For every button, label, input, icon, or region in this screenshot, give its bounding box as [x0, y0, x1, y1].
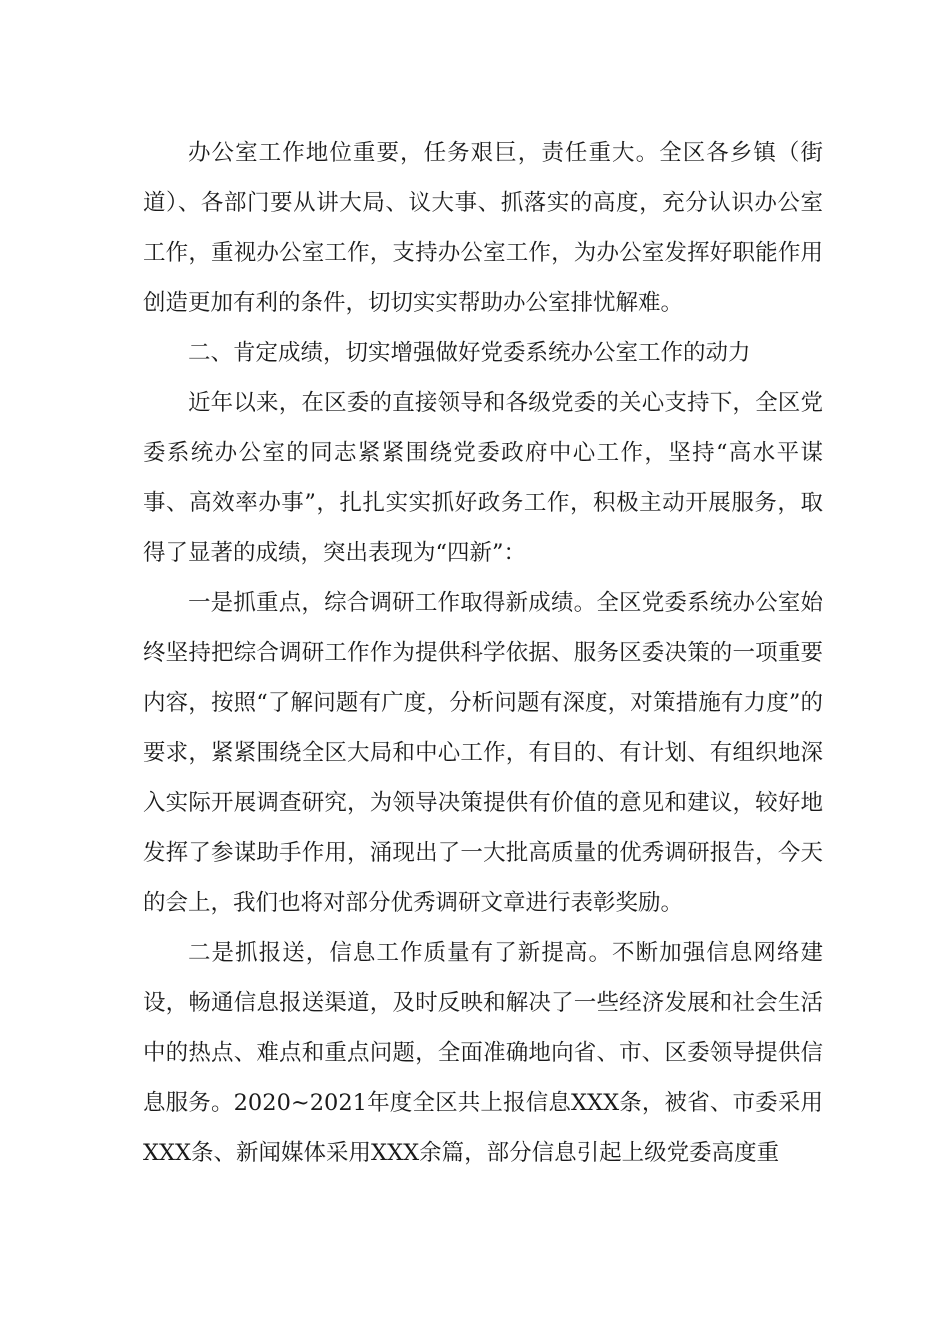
paragraph-office-importance: 办公室工作地位重要，任务艰巨，责任重大。全区各乡镇（街道）、各部门要从讲大局、议大事、抓落实的高度，充分认识办公室工作，重视办公室工作，支持办公室工作，为办公室发挥好职能作用创造更加有利的条件，切切实实帮助办公室排忧解难。 [143, 140, 823, 316]
paragraph-information-work: 二是抓报送，信息工作质量有了新提高。不断加强信息网络建设，畅通信息报送渠道，及时反映和解决了一些经济发展和社会生活中的热点、难点和重点问题，全面准确地向省、市、区委领导提供信息服务。2020~2021年度全区共上报信息XXX条，被省、市委采用XXX条、新闻媒体采用XXX余篇，部分信息引起上级党委高度重 [143, 940, 823, 1166]
paragraph-recent-achievements: 近年以来，在区委的直接领导和各级党委的关心支持下，全区党委系统办公室的同志紧紧围绕党委政府中心工作，坚持“高水平谋事、高效率办事”，扎扎实实抓好政务工作，积极主动开展服务，取得了显著的成绩，突出表现为“四新”： [143, 390, 823, 566]
document-body [143, 128, 823, 1178]
paragraph-research-work: 一是抓重点，综合调研工作取得新成绩。全区党委系统办公室始终坚持把综合调研工作作为提供科学依据、服务区委决策的一项重要内容，按照“了解问题有广度，分析问题有深度，对策措施有力度”的要求，紧紧围绕全区大局和中心工作，有目的、有计划、有组织地深入实际开展调查研究，为领导决策提供有价值的意见和建议，较好地发挥了参谋助手作用，涌现出了一大批高质量的优秀调研报告，今天的会上，我们也将对部分优秀调研文章进行表彰奖励。 [143, 590, 823, 916]
section-heading-affirm-achievements: 二、肯定成绩，切实增强做好党委系统办公室工作的动力 [188, 340, 751, 366]
